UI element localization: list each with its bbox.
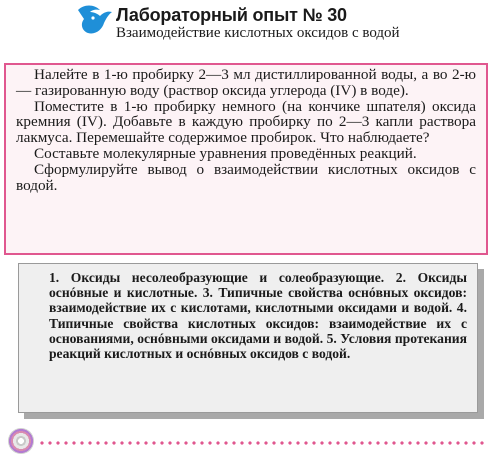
bird-icon	[74, 2, 114, 38]
lab-instructions-box	[4, 63, 488, 255]
dotted-divider	[38, 441, 488, 445]
disc-icon	[8, 428, 34, 454]
instruction-paragraph: Составьте молекулярные уравнения проведённых реакций.	[34, 144, 417, 162]
summary-box	[18, 263, 478, 413]
page-title: Лабораторный опыт № 30	[116, 5, 347, 25]
header	[0, 0, 495, 56]
instruction-paragraph: Сформулируйте вывод о взаимодействии кислотных оксидов с водой.	[16, 160, 476, 194]
summary-panel	[18, 263, 490, 420]
instruction-paragraph: Налейте в 1-ю пробирку 2—3 мл дистиллированной воды, а во 2-ю — газированную воду (раствор оксида углерода (IV) в воде).	[16, 66, 476, 99]
page-subtitle: Взаимодействие кислотных оксидов с водой	[116, 25, 400, 41]
instruction-paragraph: Поместите в 1-ю пробирку немного (на кончике шпателя) оксида кремния (IV). Добавьте в каждую пробирку по 2—3 капли раствора лакмуса. Перемешайте содержимое пробирок. Что наблюдаете?	[16, 97, 476, 147]
summary-text: 1. Оксиды несолеобразующие и солеобразующие. 2. Оксиды оснóвные и кислотные. 3. Типичные свойства оснóвных оксидов: взаимодействие их с кислотами, кислотными оксидами и водой. 4. Типичные свойства кислотных оксидов: взаимодействие их с основаниями, оснóвными оксидами и водой. 5. Условия протекания реакций кислотных и оснóвных оксидов с водой.	[49, 270, 467, 362]
